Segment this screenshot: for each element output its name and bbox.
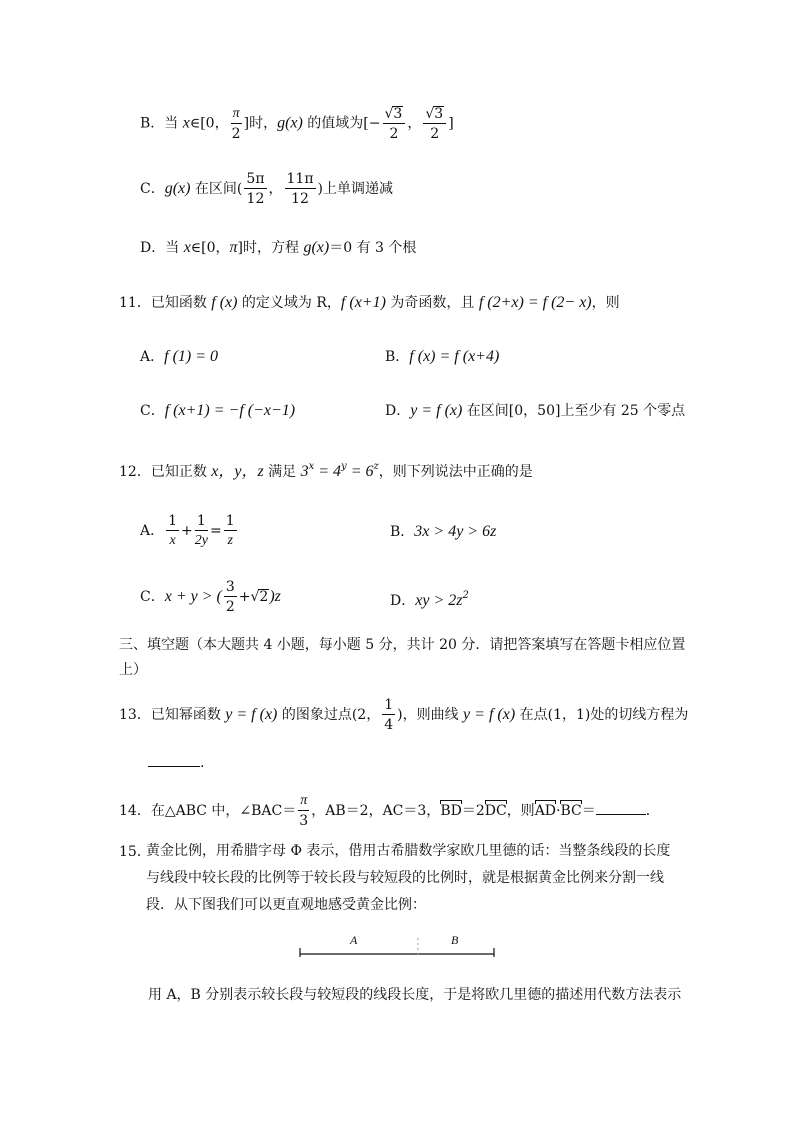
fraction: $\frac{\pi}{3}$ [299,793,309,829]
q11-option-c: C．f (x+1) = −f (−x−1) [140,402,296,419]
vector-bc: BC [560,803,582,819]
fraction: $\frac{5\pi}{12}$ [246,171,265,207]
fraction: $\frac{11\pi}{12}$ [286,171,314,207]
fraction: $\frac{1}{4}$ [384,697,394,733]
q12-option-c: C．x + y > ( $\frac{3}{2}$ +√2)z [140,579,281,615]
fraction: $\frac{1}{x}$ [168,513,178,548]
vector-bd: BD [440,803,462,819]
section-heading: 三、填空题（本大题共 4 小题，每小题 5 分，共计 20 分．请把答案填写在答题卡相应位置 [119,637,686,653]
q11-option-a: A．f (1) = 0 [140,348,219,365]
vector-ad: AD [534,803,557,819]
fraction: $\frac{1}{2y}$ [194,513,208,548]
q15-number: 15． [119,844,151,860]
golden-ratio-segment-figure [296,930,500,964]
q11-option-d: D．y = f (x) 在区间[0，50]上至少有 25 个零点 [385,402,686,419]
q13-answer-blank: . [148,756,204,770]
vector-dc: DC [484,803,507,819]
q12-option-b: B．3x > 4y > 6z [390,523,497,540]
q15-paragraph: 黄金比例，用希腊字母 Φ 表示，借用古希腊数学家欧几里德的话：当整条线段的长度 与线段中较长段的比例等于较长段与较短段的比例时，就是根据黄金比例来分割一线 段．从下图我们可以更直观地感受黄金比例： [146,843,671,913]
fraction: $\frac{\pi}{2}$ [231,105,241,142]
q15-last-line: 用 A，B 分别表示较长段与较短段的线段长度，于是将欧几里德的描述用代数方法表示 [148,987,682,1003]
segment-label-b: B [451,933,459,947]
q13-stem: 13．已知幂函数 y = f (x) 的图象过点(2， $\frac{1}{4}$ )，则曲线 y = f (x) 在点(1，1)处的切线方程为 [119,697,689,733]
fraction: $\frac{√3}{2}$ [423,106,446,141]
q10-option-d: D．当 x∈[0，π]时，方程 g(x)＝0 有 3 个根 [140,239,417,256]
q12-stem: 12．已知正数 x，y，z 满足 $3^x = 4^y = 6^z$，则下列说法中正确的是 [119,461,533,480]
fraction: $\frac{√3}{2}$ [383,106,406,141]
fraction: $\frac{1}{z}$ [225,513,235,548]
section-heading-cont: 上） [119,662,147,678]
q11-stem: 11．已知函数 f (x) 的定义域为 R，f (x+1) 为奇函数，且 f (2+x) = f (2− x)，则 [119,294,620,311]
q14-stem: 14．在△ABC 中，∠BAC＝ $\frac{\pi}{3}$ ，AB＝2，AC＝3，BD＝2DC，则AD·BC＝ ． [119,793,660,829]
q10-option-b: B．当 x∈[0， $\frac{\pi}{2}$ ]时，g(x) 的值域为[− $\frac{√3}{2}$ ， $\frac{√3}{2}$ ] [140,105,454,142]
segment-label-a: A [350,933,358,947]
q11-option-b: B．f (x) = f (x+4) [385,348,500,365]
q12-option-a: A． $\frac{1}{x}$ + $\frac{1}{2y}$ = $\frac{1}{z}$ [140,513,235,548]
q12-option-d: D．xy > $2z^2$ [390,590,469,609]
q10-option-c: C．g(x) 在区间( $\frac{5\pi}{12}$ ， $\frac{11\pi}{12}$ )上单调递减 [140,171,393,207]
fraction: $\frac{3}{2}$ [225,579,235,615]
